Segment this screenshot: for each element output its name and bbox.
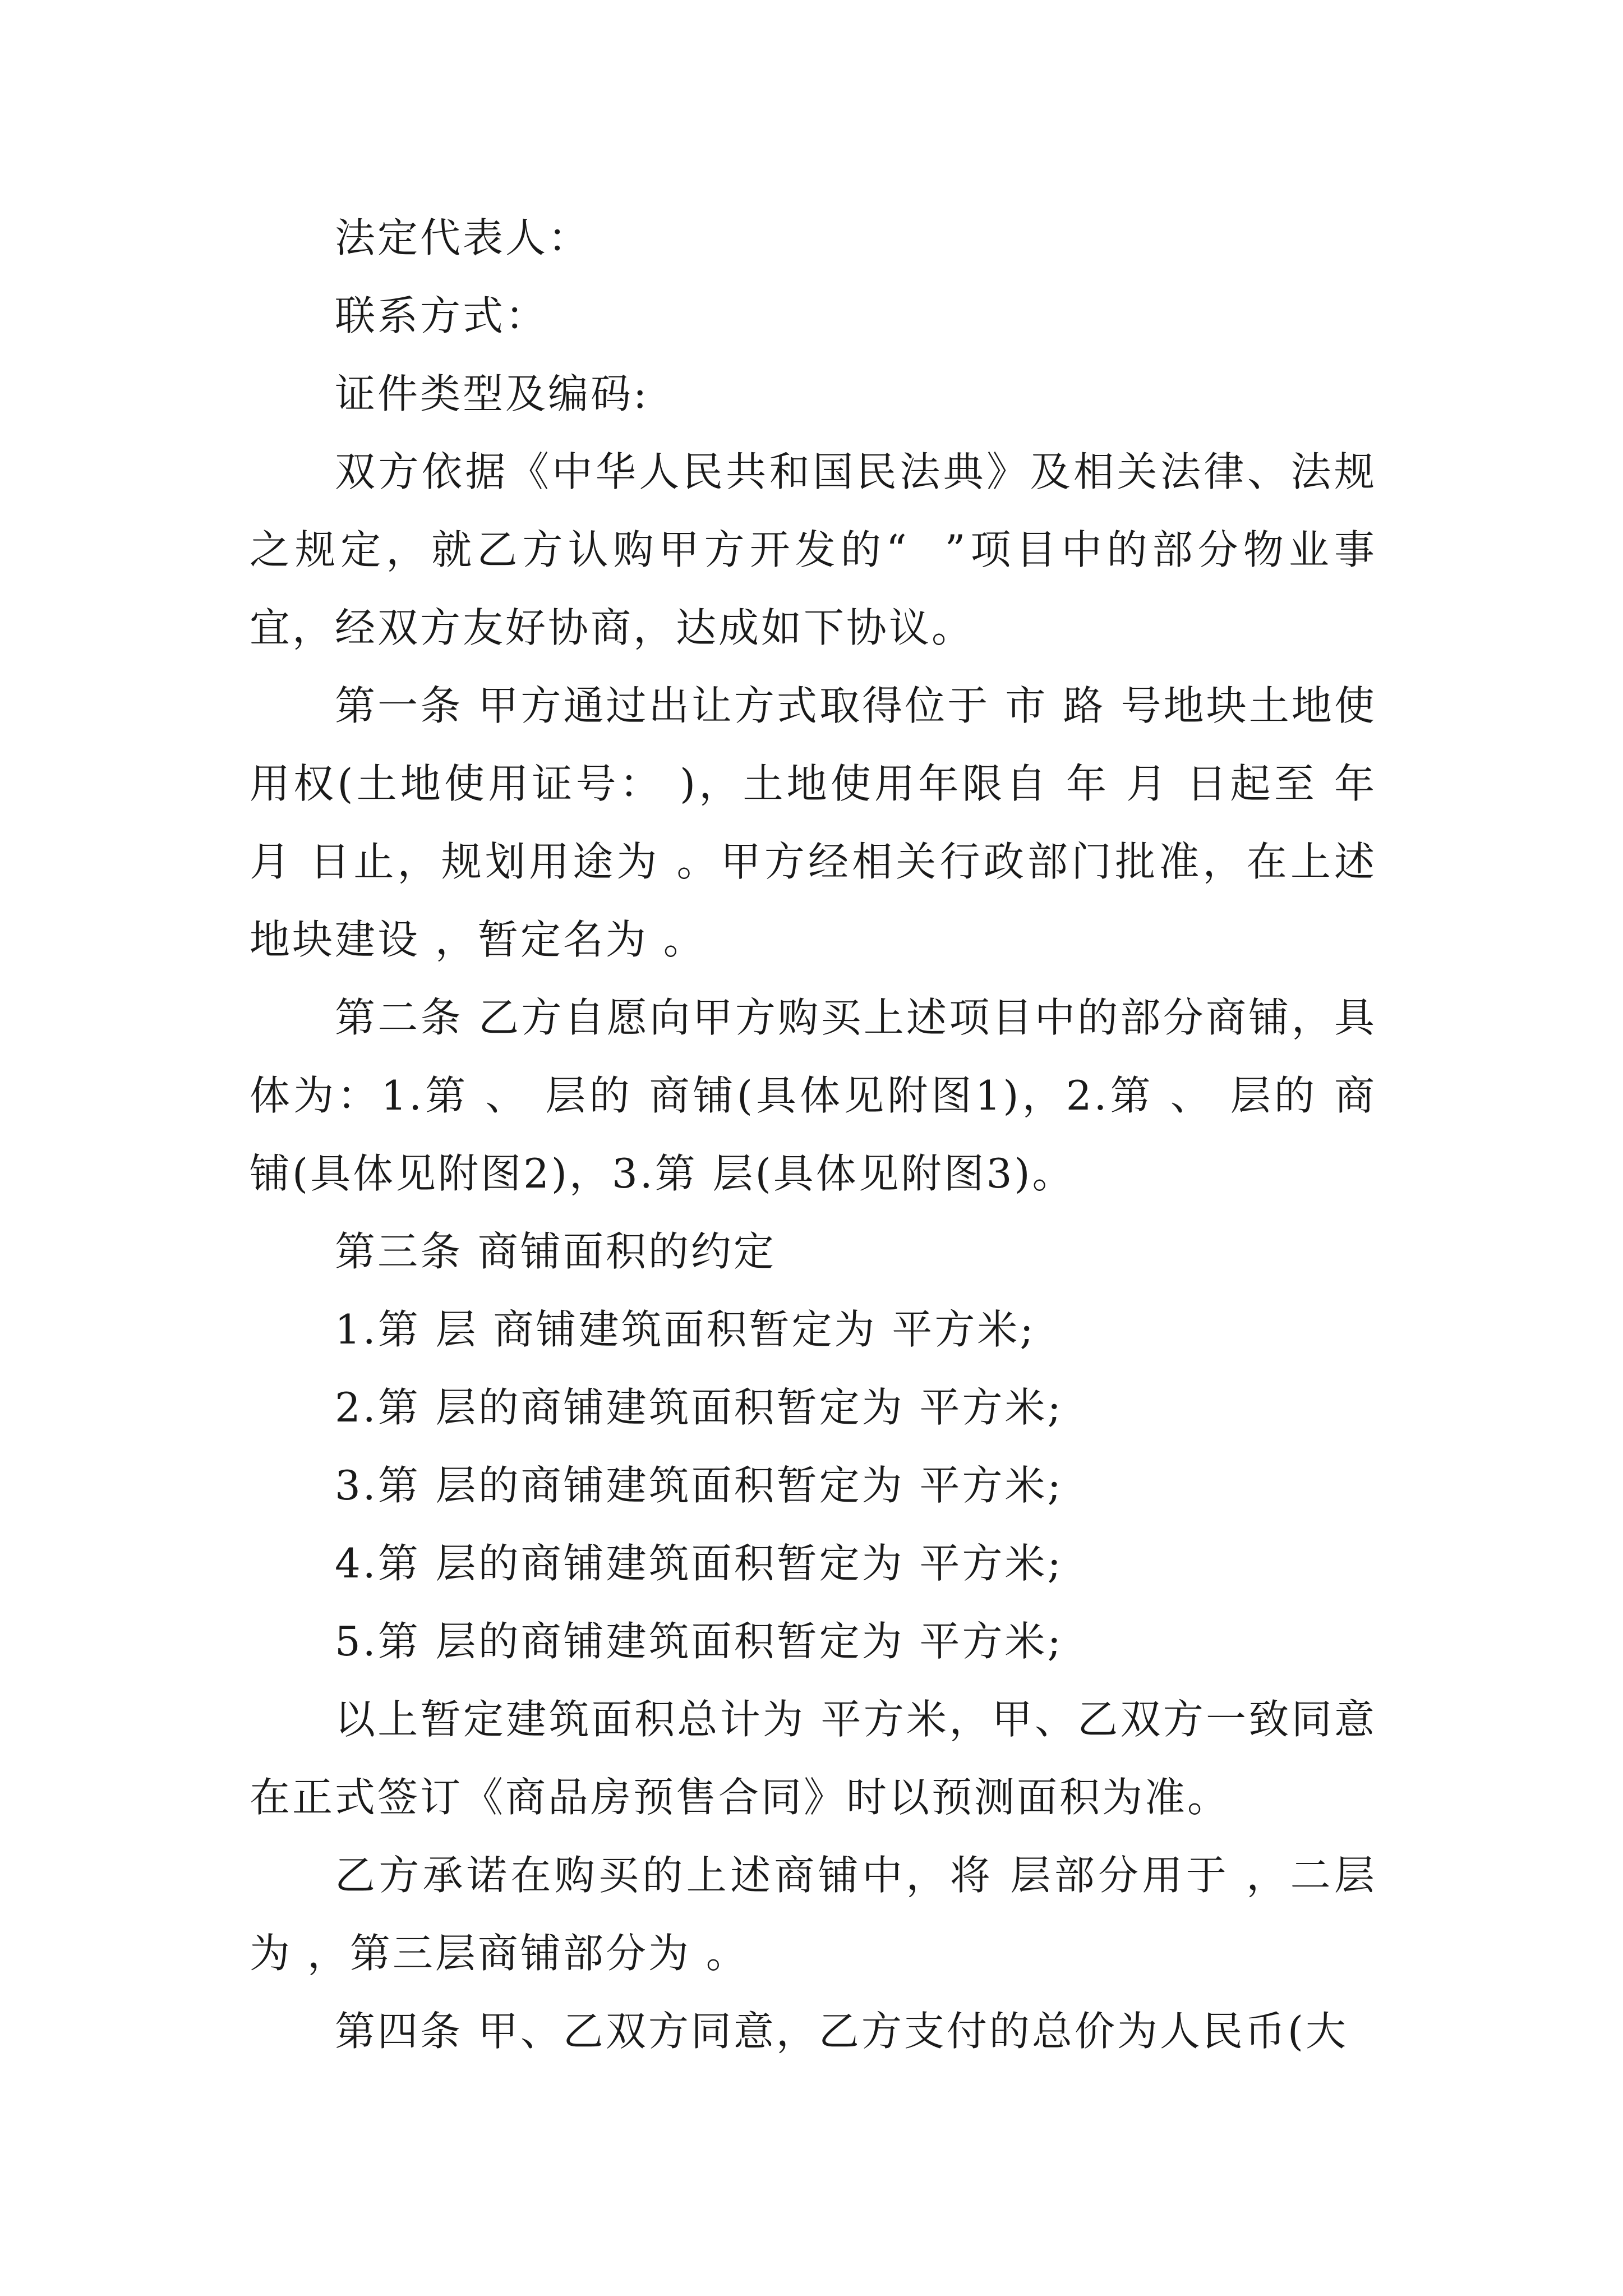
paragraph-article-2: 第二条 乙方自愿向甲方购买上述项目中的部分商铺，具体为：1.第 、 层的 商铺(具体见附图1)，2.第 、 层的 商铺(具体见附图2)，3.第 层(具体见附图3)。 [250, 994, 1377, 1197]
paragraph-id-type: 证件类型及编码: [335, 370, 649, 417]
paragraph-area-item-1: 1.第 层 商铺建筑面积暂定为 平方米; [335, 1306, 1036, 1353]
paragraph-area-item-3: 3.第 层的商铺建筑面积暂定为 平方米; [335, 1462, 1063, 1509]
paragraph-preamble: 双方依据《中华人民共和国民法典》及相关法律、法规之规定，就乙方认购甲方开发的“ ”项目中的部分物业事宜，经双方友好协商，达成如下协议。 [250, 448, 1377, 651]
document-body [250, 199, 1392, 2070]
paragraph-area-item-4: 4.第 层的商铺建筑面积暂定为 平方米; [335, 1540, 1063, 1587]
paragraph-article-4: 第四条 甲、乙双方同意，乙方支付的总价为人民币(大 [335, 2008, 1348, 2055]
paragraph-article-1: 第一条 甲方通过出让方式取得位于 市 路 号地块土地使用权(土地使用证号： )，土地使用年限自 年 月 日起至 年 月 日止，规划用途为 。甲方经相关行政部门批准，在上述地块建设 ，暂定名为 。 [250, 682, 1392, 963]
paragraph-article-3-heading: 第三条 商铺面积的约定 [335, 1228, 776, 1275]
paragraph-legal-representative: 法定代表人： [335, 214, 591, 261]
paragraph-area-item-5: 5.第 层的商铺建筑面积暂定为 平方米; [335, 1618, 1063, 1665]
paragraph-area-item-2: 2.第 层的商铺建筑面积暂定为 平方米; [335, 1384, 1063, 1431]
paragraph-usage-commitment: 乙方承诺在购买的上述商铺中，将 层部分用于 ，二层为 ，第三层商铺部分为 。 [250, 1852, 1377, 1977]
paragraph-contact: 联系方式： [335, 292, 548, 339]
paragraph-area-total: 以上暂定建筑面积总计为 平方米，甲、乙双方一致同意在正式签订《商品房预售合同》时以预测面积为准。 [250, 1696, 1377, 1821]
